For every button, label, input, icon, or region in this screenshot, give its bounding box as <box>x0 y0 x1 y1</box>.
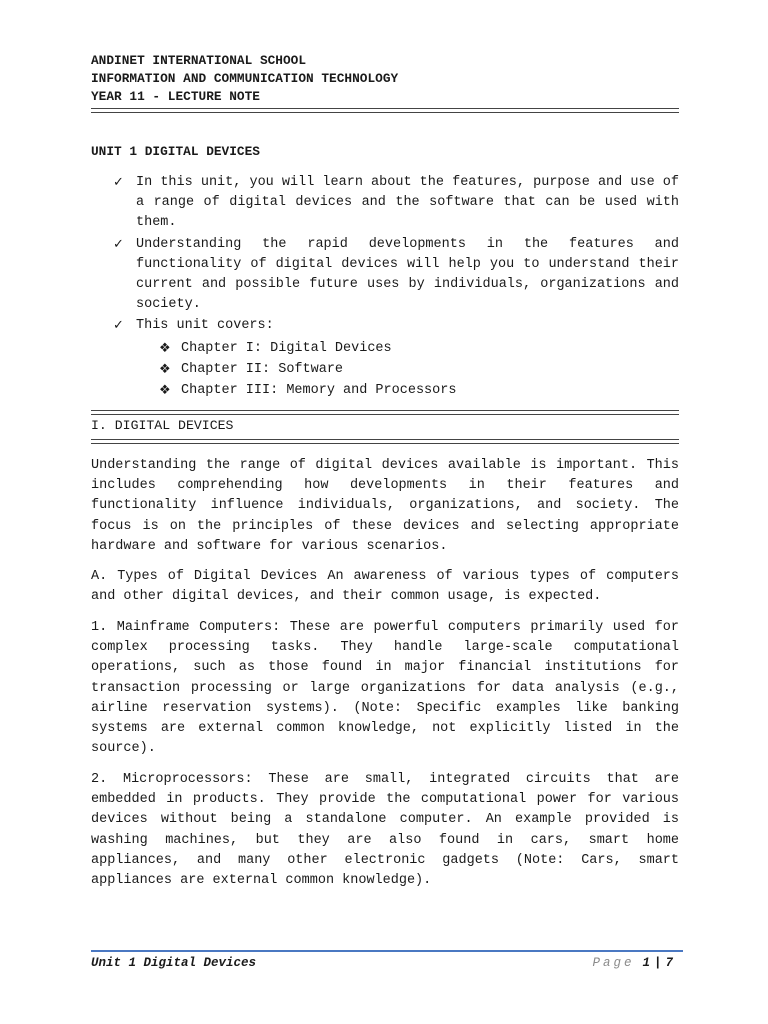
page-footer <box>91 950 683 970</box>
section-title: I. DIGITAL DEVICES <box>91 417 234 433</box>
chapter-list <box>91 338 679 401</box>
check-item <box>91 316 679 336</box>
subject-name: INFORMATION AND COMMUNICATION TECHNOLOGY <box>91 71 399 86</box>
checkmark-icon: ✓ <box>113 318 124 334</box>
checkmark-icon: ✓ <box>113 175 124 190</box>
body-paragraph: Understanding the range of digital devices available is important. This includes comprehending how developments in their features and functionality influence individuals, organizations, and society. The focus is on the principles of these devices and selecting appropriate hardware and software for various scenarios. <box>91 457 679 554</box>
page-number <box>592 956 673 970</box>
document-page <box>91 52 679 892</box>
chapter-item <box>91 359 679 380</box>
header-block <box>91 52 679 106</box>
check-item <box>91 235 679 316</box>
body-paragraph: 1. Mainframe Computers: These are powerful computers primarily used for complex processing tasks. They handle large-scale computational operations, such as those found in major financial institutions for transaction processing or large organizations for data analysis (e.g., airline reservation systems). (Note: Specific examples like banking systems are external common knowledge, not explicitly listed in the source). <box>91 619 679 757</box>
header-divider <box>91 108 679 113</box>
body-paragraph: 2. Microprocessors: These are small, integrated circuits that are embedded in products. They provide the computational power for various devices without being a standalone computer. An example provided is washing machines, but they are also found in cars, smart home appliances, and many other electronic gadgets (Note: Cars, smart appliances are external common knowledge). <box>91 771 679 889</box>
chapter-item <box>91 338 679 359</box>
unit-title: UNIT 1 DIGITAL DEVICES <box>91 144 260 159</box>
chapter-item <box>91 380 679 401</box>
body-paragraph: A. Types of Digital Devices An awareness of various types of computers and other digital devices, and their common usage, is expected. <box>91 569 679 605</box>
check-item-text: In this unit, you will learn about the features, purpose and use of a range of digital devices and the software that can be used with them. <box>136 175 679 231</box>
page-total: 7 <box>665 956 673 970</box>
school-name: ANDINET INTERNATIONAL SCHOOL <box>91 53 307 68</box>
page-label: Page <box>592 956 635 970</box>
diamond-bullet-icon: ❖ <box>159 382 171 398</box>
section-divider-bottom <box>91 439 679 444</box>
diamond-bullet-icon: ❖ <box>159 340 171 356</box>
footer-unit-title: Unit 1 Digital Devices <box>91 956 257 970</box>
chapter-label: Chapter III: Memory and Processors <box>181 382 457 398</box>
check-list <box>91 173 679 401</box>
page-current: 1 <box>642 956 650 970</box>
checkmark-icon: ✓ <box>113 236 124 252</box>
chapter-label: Chapter II: Software <box>181 361 344 377</box>
check-item <box>91 173 679 234</box>
diamond-bullet-icon: ❖ <box>159 361 171 377</box>
page-separator: | <box>653 956 662 970</box>
year-label: YEAR 11 - LECTURE NOTE <box>91 89 260 104</box>
check-item-text: Understanding the rapid developments in the features and functionality of digital devices will help you to understand their current and possible future uses by individuals, organizations and society. <box>136 236 679 313</box>
chapter-label: Chapter I: Digital Devices <box>181 340 392 356</box>
check-item-text: This unit covers: <box>136 318 274 334</box>
